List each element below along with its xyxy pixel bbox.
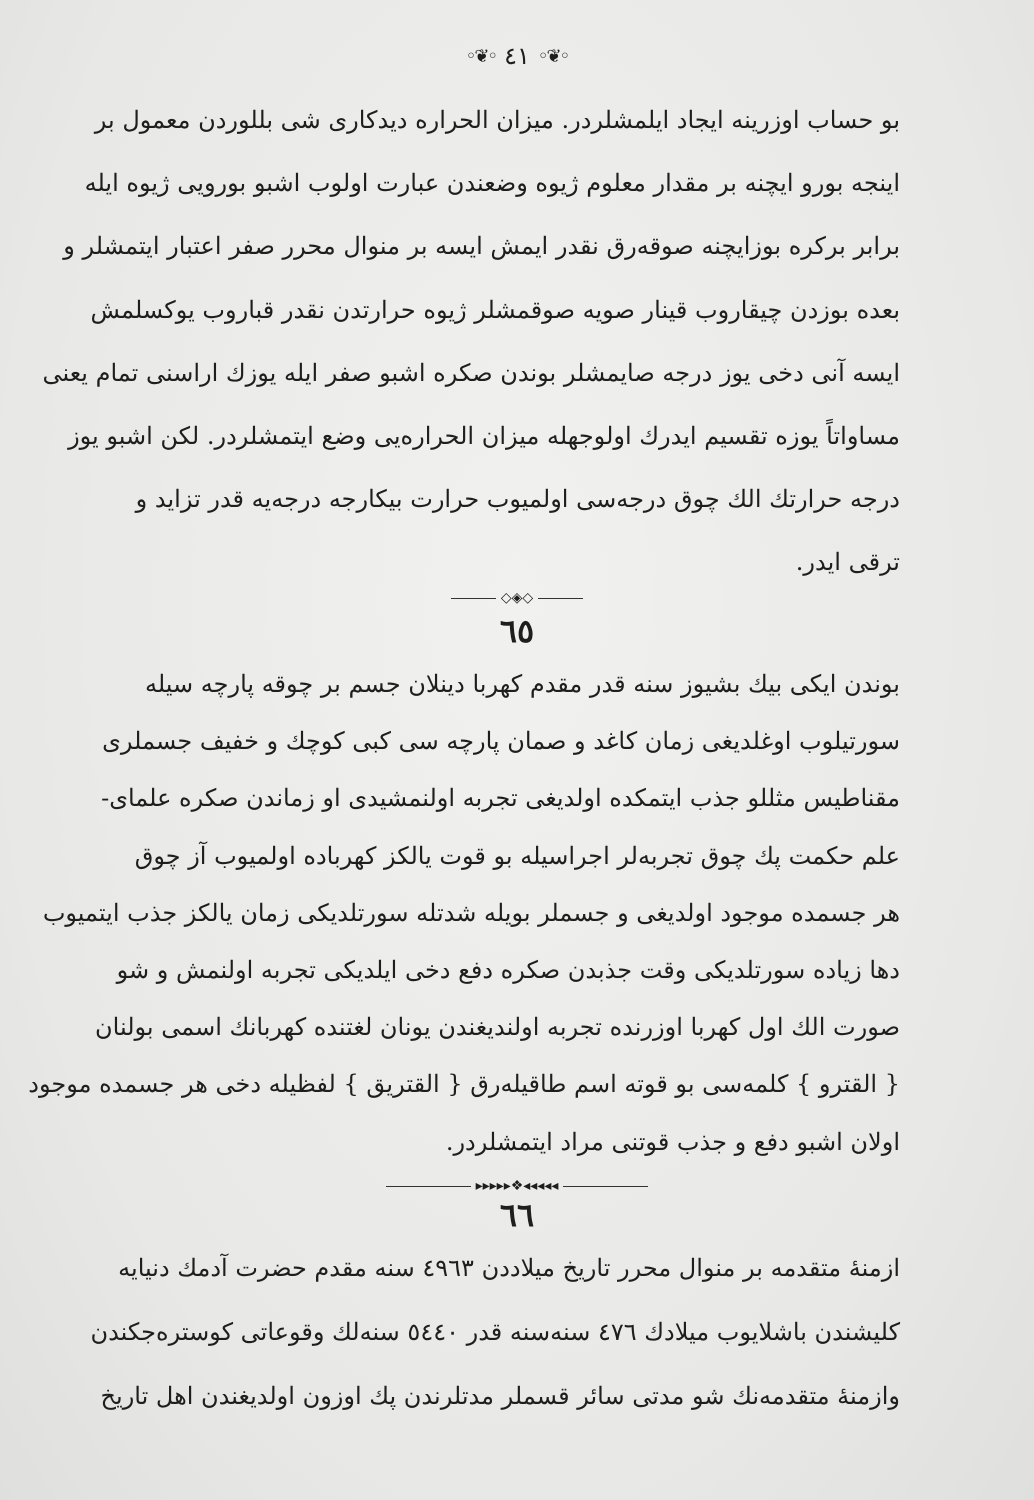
section-divider (0, 1178, 1034, 1194)
text-line: بو حساب اوزرینه ایجاد ایلمشلردر. میزان الحراره دیدکاری شی بللوردن معمول بر (94, 106, 900, 134)
text-line: بوندن ایکی بیك بشیوز سنه قدر مقدم کهربا دینلان جسم بر چوقه پارچه سیله (144, 670, 900, 698)
header-ornament-left: ◦❦◦ (465, 45, 497, 67)
page-header (0, 42, 1034, 70)
text-line: کلیشندن باشلایوب میلادك ٤٧٦ سنه‌سنه قدر ٥٤٤٠ سنه‌لك وقوعاتی کوستره‌جکندن (90, 1318, 900, 1346)
section-number-65: ٦٥ (499, 612, 535, 650)
text-line: اولان اشبو دفع و جذب قوتنی مراد ایتمشلردر. (445, 1128, 900, 1156)
text-line: اینجه بورو ایچنه بر مقدار معلوم ژیوه وضعندن عبارت اولوب اشبو بورویی ژیوه ایله (84, 169, 900, 197)
text-line: سورتیلوب اوغلدیغی زمان کاغد و صمان پارچه سی کبی کوچك و خفیف جسملری (102, 727, 900, 755)
section-number-66: ٦٦ (499, 1196, 535, 1234)
header-ornament-right: ◦❦◦ (537, 45, 569, 67)
text-line: علم حکمت پك چوق تجربه‌لر اجراسیله بو قوت یالکز کهربادە اولمیوب آز چوق (134, 842, 900, 870)
text-line: مساواتاً یوزه تقسیم ایدرك اولوجهله میزان الحراره‌یی وضع ایتمشلردر. لکن اشبو یوز (68, 422, 900, 450)
section-divider (0, 590, 1034, 606)
text-line: { القترو } کلمه‌سی بو قوته اسم طاقیله‌رق { القتریق } لفظیله دخی هر جسمده موجود (28, 1070, 900, 1098)
text-line: ترقی ایدر. (795, 548, 900, 576)
text-line: هر جسمده موجود اولدیغی و جسملر بویله شدتله سورتلدیکی زمان یالکز جذب ایتمیوب (42, 899, 900, 927)
text-line: برابر برکره بوزایچنه صوقه‌رق نقدر ایمش ایسه بر منوال محرر صفر اعتبار ایتمشلر و (63, 232, 900, 260)
text-line: درجه حرارتك الك چوق درجه‌سی اولمیوب حرارت بیکارجه درجه‌یه قدر تزاید و (135, 485, 900, 513)
text-line: صورت الك اول کهربا اوزرنده تجربه اولندیغندن یونان لغتنده کهربانك اسمی بولنان (95, 1013, 900, 1041)
text-line: دها زیاده سورتلدیکی وقت جذبدن صکره دفع دخی ایلدیکی تجربه اولنمش و شو (116, 956, 900, 984)
divider-ornament: ▸▸▸▸▸❖◂◂◂◂◂ (475, 1178, 559, 1194)
text-line: وازمنهٔ متقدمه‌نك شو مدتی سائر قسملر مدتلرندن پك اوزون اولدیغندن اهل تاریخ (100, 1382, 900, 1410)
text-line: ازمنهٔ متقدمه بر منوال محرر تاریخ میلاددن ٤٩٦٣ سنه مقدم حضرت آدمك دنیایه (118, 1254, 900, 1282)
page-number: ٤١ (504, 42, 530, 70)
text-line: ایسه آنی دخی یوز درجه صایمشلر بوندن صکره اشبو صفر ایله یوزك اراسنی تمام یعنی (42, 359, 900, 387)
divider-ornament: ◇◈◇ (500, 590, 534, 606)
text-line: مقناطیس مثللو جذب ایتمکده اولدیغی تجربه اولنمشیدی او زماندن صکره علمای- (101, 784, 900, 812)
text-line: بعده بوزدن چیقاروب قینار صویه صوقمشلر ژیوه حرارتدن نقدر قباروب یوکسلمش (90, 296, 900, 324)
